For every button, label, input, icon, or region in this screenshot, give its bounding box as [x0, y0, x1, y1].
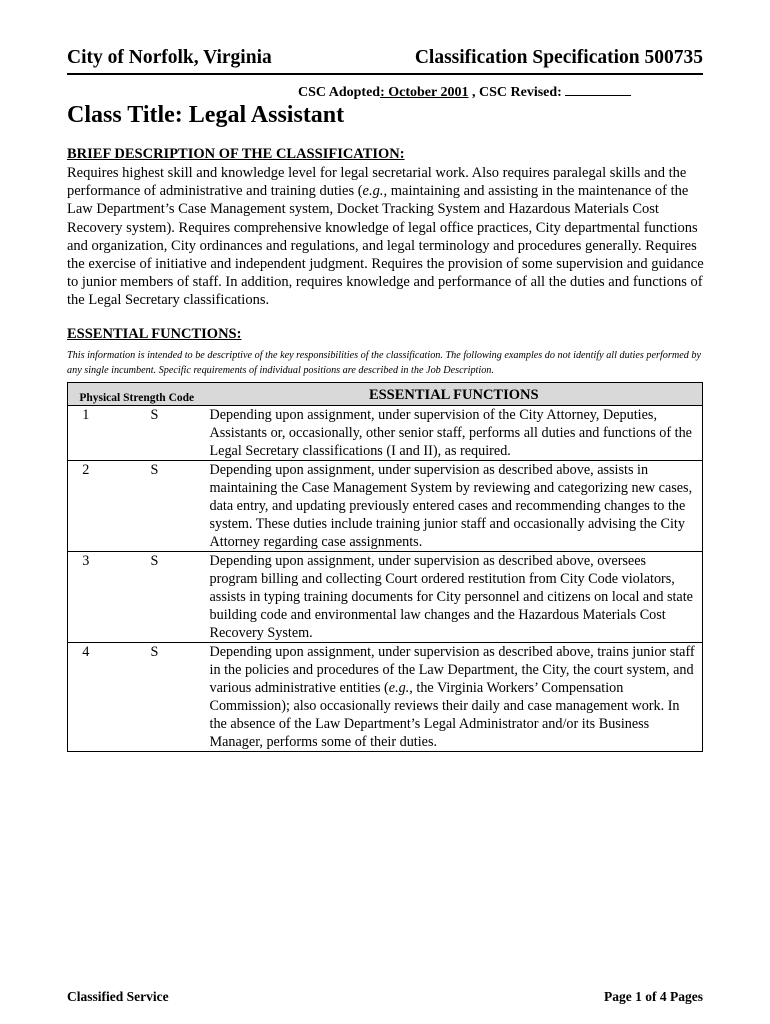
essential-functions-header: ESSENTIAL FUNCTIONS	[206, 383, 703, 406]
header-spec-number: Classification Specification 500735	[414, 47, 703, 68]
physical-strength-code: S	[104, 552, 206, 643]
csc-adopted-value: : October 2001	[380, 85, 469, 100]
row-number: 3	[68, 552, 104, 643]
csc-revised-blank	[565, 83, 631, 96]
csc-revised-label: CSC Revised	[478, 85, 558, 100]
table-row	[68, 552, 703, 643]
table-row	[68, 461, 703, 552]
table-header-row	[68, 383, 703, 406]
brief-description-heading: BRIEF DESCRIPTION OF THE CLASSIFICATION:	[67, 146, 405, 162]
function-description-eg: e.g.,	[388, 680, 413, 696]
row-number: 2	[68, 461, 104, 552]
physical-strength-code: S	[104, 461, 206, 552]
essential-functions-heading: ESSENTIAL FUNCTIONS:	[67, 326, 242, 342]
brief-text-part2: maintaining and assisting in the maintenance of the Law Department’s Case Management system, Docket Tracking System and Hazardous Materials Cost Recovery system). Requires comprehensive knowledge of legal office practices, City departmental functions and organization, City ordinances and regulations, and legal terminology and procedures generally. Requires the exercise of initiative and independent judgment. Requires the provision of some supervision and guidance to junior members of staff. In addition, requires knowledge and performance of all the duties and functions of the Legal Secretary classifications.	[67, 183, 704, 309]
physical-strength-code: S	[104, 406, 206, 461]
footer-classified-service: Classified Service	[67, 989, 169, 1004]
brief-description-text	[67, 164, 707, 310]
footer-page-number: Page 1 of 4 Pages	[604, 989, 703, 1004]
physical-strength-code-header: Physical Strength Code	[68, 383, 206, 406]
function-description: Depending upon assignment, under supervision of the City Attorney, Deputies, Assistants or, occasionally, other senior staff, performs all duties and functions of the Legal Secretary classifications (I and II), as required.	[206, 406, 703, 461]
csc-revised-colon: :	[557, 85, 566, 100]
row-number: 1	[68, 406, 104, 461]
function-description-part1: Depending upon assignment, under supervision as described above, trains junior staff in the policies and procedures of the Law Department, the City, the court system, and various administrative entities (	[209, 644, 695, 696]
class-title: Class Title: Legal Assistant	[67, 102, 345, 128]
function-description: Depending upon assignment, under supervision as described above, oversees program billing and collecting Court ordered restitution from City Code violators, assists in typing training documents for City personnel and citizens on local and state building code and environmental law changes and the Hazardous Materials Cost Recovery System.	[206, 552, 703, 643]
brief-text-part1: Requires highest skill and knowledge level for legal secretarial work. Also requires paralegal skills and the performance of administrative and training duties (	[67, 165, 687, 200]
physical-strength-code: S	[104, 643, 206, 752]
row-number: 4	[68, 643, 104, 752]
header-rule	[67, 73, 703, 75]
brief-text-eg: e.g.,	[362, 183, 388, 200]
function-description-part2: the Virginia Workers’ Compensation Commission); also occasionally reviews their daily and case management work. In the absence of the Law Department’s Legal Administrator and/or its Business Manager, performs some of their duties.	[209, 680, 680, 750]
essential-functions-table	[67, 382, 703, 752]
csc-separator: ,	[468, 85, 479, 100]
essential-functions-note: This information is intended to be descriptive of the key responsibilities of the classification. The following examples do not identify all duties performed by any single incumbent. Specific requirements of individual positions are described in the Job Description.	[67, 350, 701, 376]
table-row	[68, 643, 703, 752]
header-city: City of Norfolk, Virginia	[67, 47, 272, 68]
function-description: Depending upon assignment, under supervision as described above, assists in maintaining the Case Management System by reviewing and categorizing new cases, data entry, and updating previously entered cases and recommending changes to the system. These duties include training junior staff and occasionally advising the City Attorney regarding case assignments.	[206, 461, 703, 552]
csc-line	[298, 83, 631, 101]
csc-adopted-label: CSC Adopted	[298, 85, 381, 100]
function-description	[206, 643, 703, 752]
table-row	[68, 406, 703, 461]
